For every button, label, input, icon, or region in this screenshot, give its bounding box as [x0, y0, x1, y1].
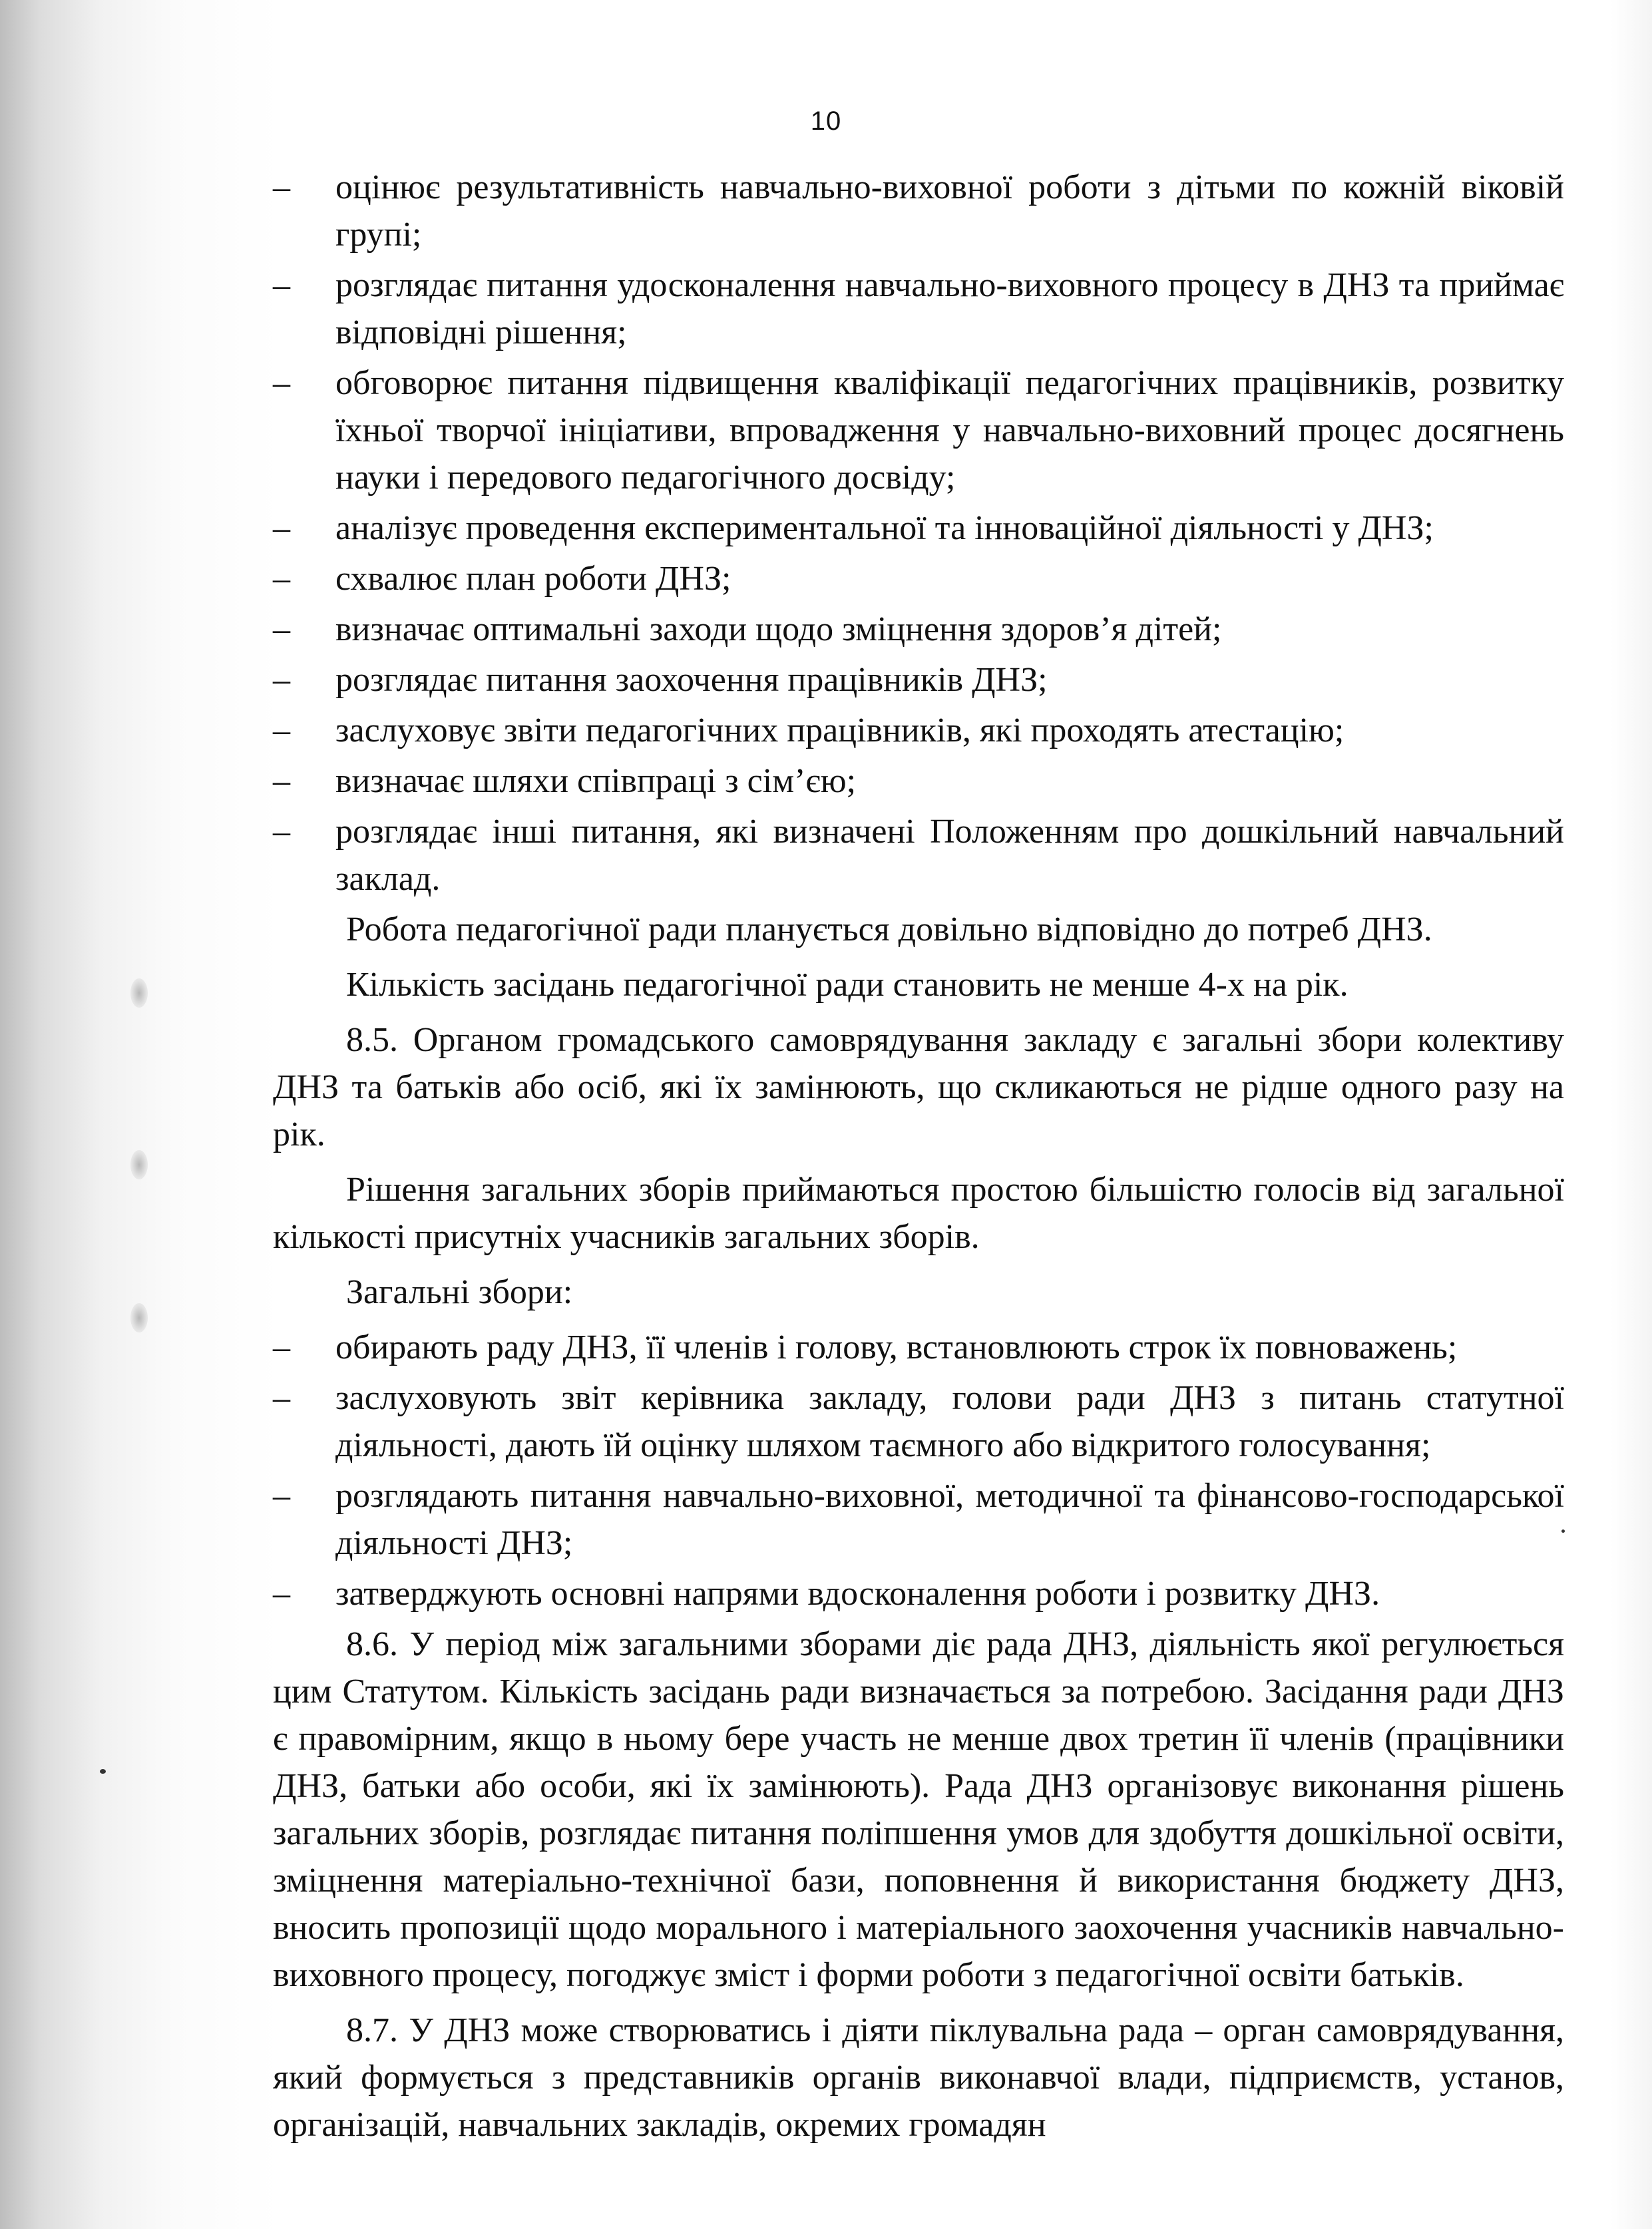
bullet-dash: – — [273, 560, 290, 598]
binding-hole — [130, 1150, 148, 1179]
binding-hole — [130, 978, 148, 1008]
paragraph: Кількість засідань педагогічної ради становить не менше 4-х на рік. — [346, 966, 1348, 1004]
paragraph: 8.6. У період між загальними зборами діє рада ДНЗ, діяльність якої регулюється цим Статутом. Кількість засідань ради визначається за потребою. Засідання ради ДНЗ є правомірним, якщо в ньому бере участь не менше двох третин її членів (працівники ДНЗ, батьки або особи, які їх замінюють). Рада ДНЗ організовує виконання рішень загальних зборів, розглядає питання поліпшення умов для здобуття дошкільної освіти, зміцнення матеріально-технічної бази, поповнення й використання бюджету ДНЗ, вносить пропозиції щодо морального і матеріального заохочення учасників навчально-виховного процесу, погоджує зміст і форми роботи з педагогічної освіти батьків. — [273, 1625, 1564, 1994]
bullet-dash: – — [273, 266, 290, 304]
bullet-item — [273, 505, 1564, 552]
bullet-text: розглядає питання заохочення працівників ДНЗ; — [335, 661, 1048, 699]
bullet-dash: – — [273, 364, 290, 402]
bullet-dash: – — [273, 509, 290, 547]
bullet-dash: – — [273, 1477, 290, 1515]
bullet-item — [273, 164, 1564, 258]
bullet-text: розглядає інші питання, які визначені Положенням про дошкільний навчальний заклад. — [335, 813, 1564, 898]
bullet-dash: – — [273, 711, 290, 749]
binding-hole — [130, 1303, 148, 1332]
bullet-item — [273, 262, 1564, 356]
bullet-text: визначає оптимальні заходи щодо зміцнення здоров’я дітей; — [335, 610, 1222, 648]
bullet-text: аналізує проведення експериментальної та інноваційної діяльності у ДНЗ; — [335, 509, 1434, 547]
paragraph: Рішення загальних зборів приймаються простою більшістю голосів від загальної кількості присутніх учасників загальних зборів. — [273, 1171, 1564, 1256]
bullet-item — [273, 808, 1564, 903]
bullet-item — [273, 359, 1564, 501]
bullet-dash: – — [273, 1575, 290, 1613]
paragraph: Робота педагогічної ради планується довільно відповідно до потреб ДНЗ. — [346, 911, 1432, 948]
bullet-dash: – — [273, 610, 290, 648]
bullet-item — [273, 707, 1564, 754]
bullet-dash: – — [273, 661, 290, 699]
bullet-dash: – — [273, 1379, 290, 1417]
bullet-item — [273, 1324, 1564, 1371]
bullet-dash: – — [273, 168, 290, 206]
bullet-text: оцінює результативність навчально-виховної роботи з дітьми по кожній віковій групі; — [335, 168, 1564, 254]
bullet-item — [273, 606, 1564, 653]
bullet-text: схвалює план роботи ДНЗ; — [335, 560, 731, 598]
bullet-text: розглядають питання навчально-виховної, методичної та фінансово-господарської діяльності ДНЗ; — [335, 1477, 1564, 1562]
bullet-text: заслуховують звіт керівника закладу, голови ради ДНЗ з питань статутної діяльності, дають їй оцінку шляхом таємного або відкритого голосування; — [335, 1379, 1564, 1464]
paragraph: Загальні збори: — [346, 1273, 573, 1311]
bullet-item — [273, 555, 1564, 602]
bullet-item — [273, 1472, 1564, 1567]
bullet-item — [273, 1570, 1564, 1617]
bullet-item — [273, 757, 1564, 805]
bullet-text: обговорює питання підвищення кваліфікації педагогічних працівників, розвитку їхньої творчої ініціативи, впровадження у навчально-виховний процес досягнень науки і передового педагогічного досвіду; — [335, 364, 1564, 497]
paragraph: 8.7. У ДНЗ може створюватись і діяти піклувальна рада – орган самоврядування, який формується з представників органів виконавчої влади, підприємств, установ, організацій, навчальних закладів, окремих громадян — [273, 2011, 1564, 2144]
bullet-item — [273, 656, 1564, 704]
bullet-dash: – — [273, 813, 290, 851]
bullet-text: затверджують основні напрями вдосконалення роботи і розвитку ДНЗ. — [335, 1575, 1380, 1613]
bullet-text: визначає шляхи співпраці з сім’єю; — [335, 762, 857, 800]
paragraph: 8.5. Органом громадського самоврядування закладу є загальні збори колективу ДНЗ та батьків або осіб, які їх замінюють, що скликаються не рідше одного разу на рік. — [273, 1021, 1564, 1153]
page-number: 10 — [810, 106, 842, 136]
document-body — [273, 164, 1564, 2156]
bullet-text: заслуховує звіти педагогічних працівників, які проходять атестацію; — [335, 711, 1344, 749]
bullet-dash: – — [273, 762, 290, 800]
bullet-item — [273, 1374, 1564, 1469]
bullet-text: обирають раду ДНЗ, її членів і голову, встановлюють строк їх повноважень; — [335, 1328, 1458, 1366]
bullet-text: розглядає питання удосконалення навчально-виховного процесу в ДНЗ та приймає відповідні рішення; — [335, 266, 1564, 351]
scan-speck — [100, 1769, 106, 1774]
bullet-dash: – — [273, 1328, 290, 1366]
